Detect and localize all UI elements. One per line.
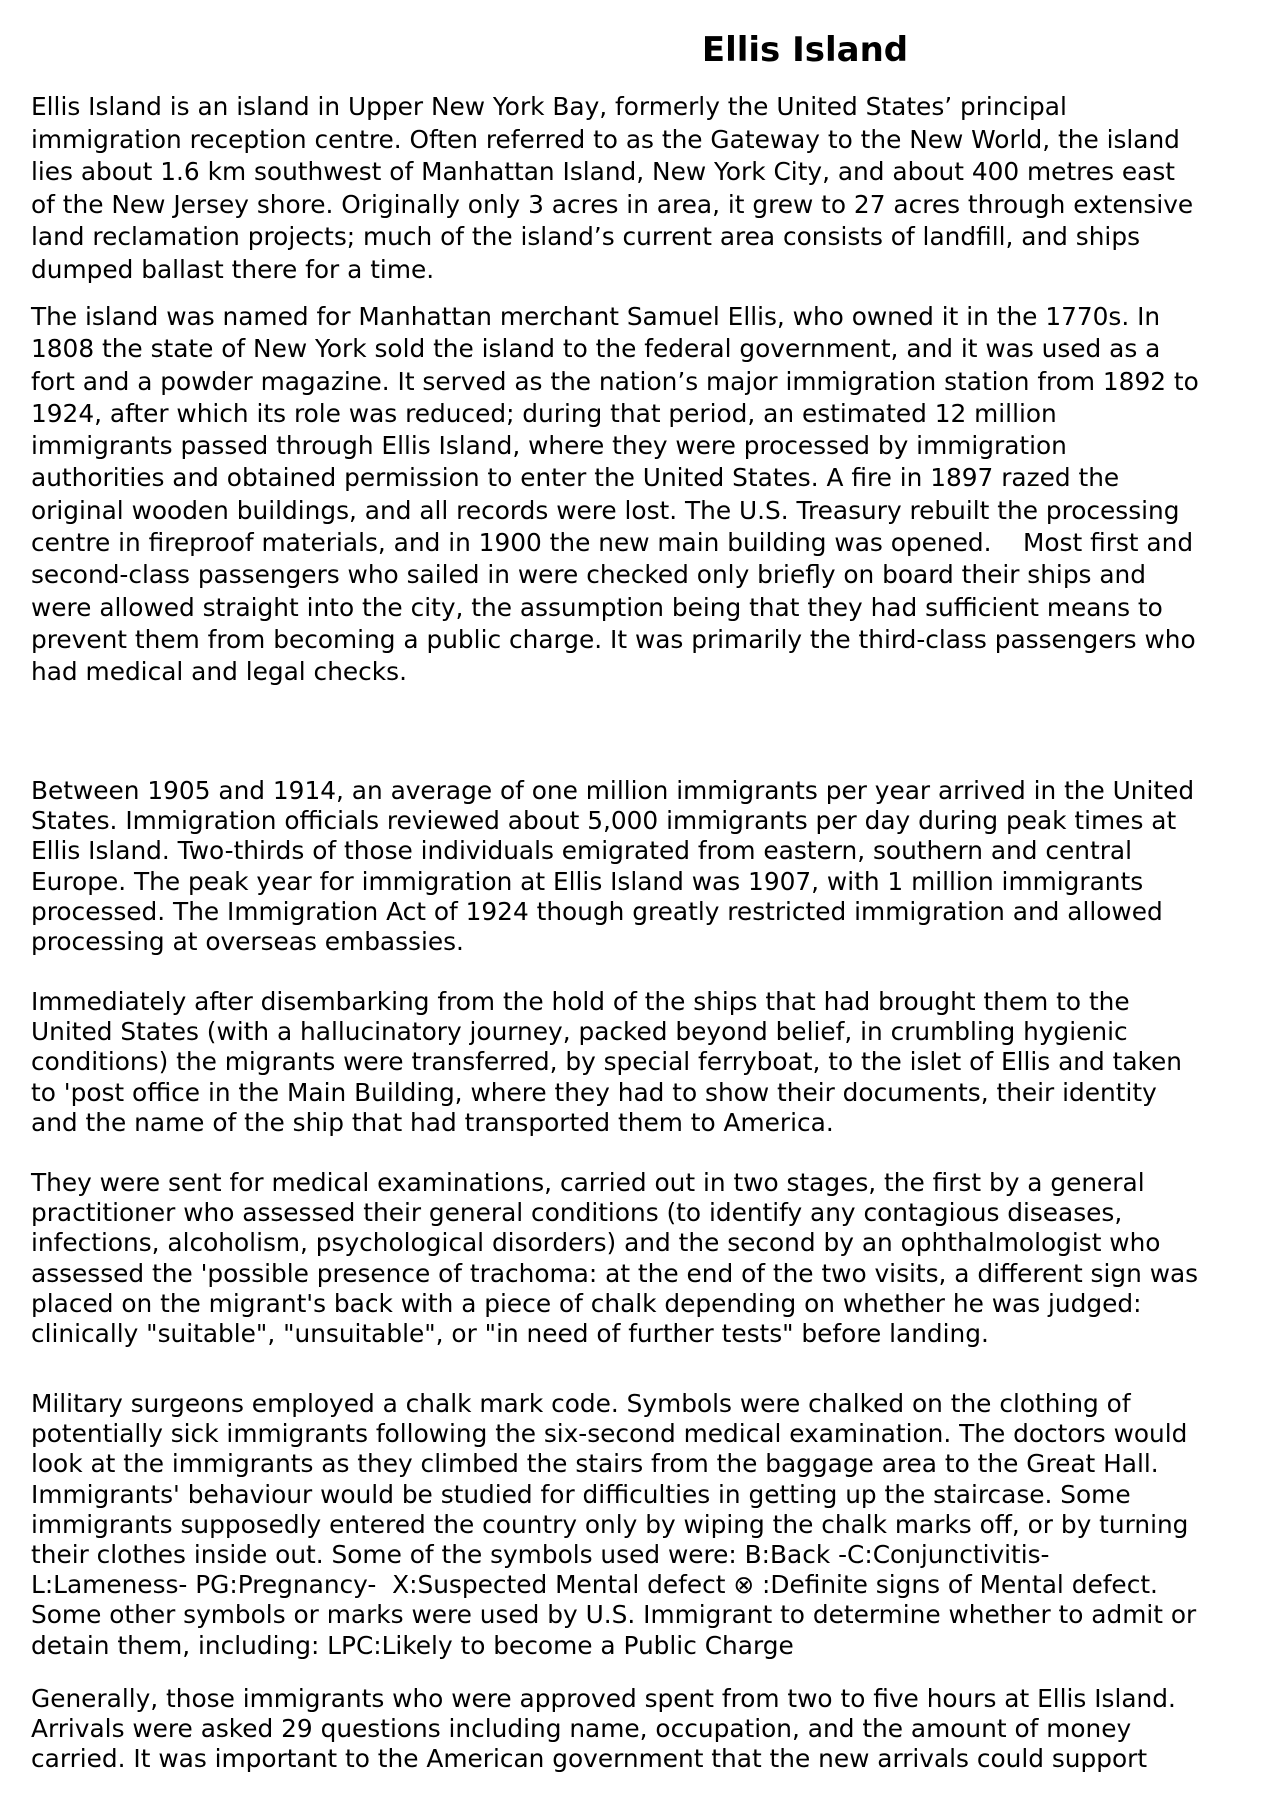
text-line: detain them, including: LPC:Likely to become a Public Charge <box>31 1630 794 1660</box>
text-line: They were sent for medical examinations, carried out in two stages, the first by a general <box>31 1168 1145 1197</box>
text-line: Military surgeons employed a chalk mark code. Symbols were chalked on the clothing of <box>31 1389 1131 1418</box>
paragraph-history <box>31 301 1271 689</box>
text-line: centre in fireproof materials, and in 1900 the new main building was opened. Most first and <box>31 528 1194 558</box>
text-line: look at the immigrants as they climbed the stairs from the baggage area to the Great Hall. <box>31 1449 1159 1479</box>
text-line: infections, alcoholism, psychological disorders) and the second by an ophthalmologist who <box>31 1228 1161 1258</box>
text-line: Ellis Island is an island in Upper New York Bay, formerly the United States’ principal <box>31 92 1067 121</box>
text-line: 1924, after which its role was reduced; during that period, an estimated 12 million <box>31 398 1057 428</box>
text-line: Europe. The peak year for immigration at Ellis Island was 1907, with 1 million immigrants <box>31 866 1144 896</box>
text-line: fort and a powder magazine. It served as the nation’s major immigration station from 1892 to <box>31 366 1199 396</box>
text-line: immigrants passed through Ellis Island, where they were processed by immigration <box>31 431 1067 461</box>
text-line: Immigrants' behaviour would be studied for difficulties in getting up the staircase. Some <box>31 1479 1131 1509</box>
text-line: placed on the migrant's back with a piece of chalk depending on whether he was judged: <box>31 1288 1142 1318</box>
text-line: carried. It was important to the American government that the new arrivals could support <box>31 1744 1148 1774</box>
text-line: United States (with a hallucinatory journey, packed beyond belief, in crumbling hygienic <box>31 1017 1128 1047</box>
text-line: The island was named for Manhattan merchant Samuel Ellis, who owned it in the 1770s. In <box>31 302 1161 331</box>
document-title: Ellis Island <box>701 30 909 70</box>
text-line: States. Immigration officials reviewed about 5,000 immigrants per day during peak times at <box>31 806 1177 836</box>
text-line: to 'post office in the Main Building, where they had to show their documents, their identity <box>31 1077 1157 1107</box>
text-line: authorities and obtained permission to enter the United States. A fire in 1897 razed the <box>31 463 1120 493</box>
paragraph-processing-time <box>31 1684 1271 1775</box>
text-line: processing at overseas embassies. <box>31 927 464 957</box>
text-line: assessed the 'possible presence of trachoma: at the end of the two visits, a different sign was <box>31 1258 1199 1288</box>
paragraph-medical-exams <box>31 1168 1271 1349</box>
text-line: of the New Jersey shore. Originally only 3 acres in area, it grew to 27 acres through extensive <box>31 189 1194 219</box>
text-line: and the name of the ship that had transported them to America. <box>31 1107 834 1137</box>
paragraph-arrival <box>31 987 1271 1138</box>
paragraph-overview <box>31 91 1271 286</box>
text-line: clinically "suitable", "unsuitable", or "in need of further tests" before landing. <box>31 1319 989 1349</box>
text-line: conditions) the migrants were transferred, by special ferryboat, to the islet of Ellis and taken <box>31 1047 1182 1077</box>
text-line: land reclamation projects; much of the island’s current area consists of landfill, and ships <box>31 222 1140 251</box>
text-line: Immediately after disembarking from the hold of the ships that had brought them to the <box>31 987 1130 1016</box>
text-line: dumped ballast there for a time. <box>31 254 435 284</box>
text-line: practitioner who assessed their general conditions (to identify any contagious diseases, <box>31 1198 1123 1228</box>
text-line: Arrivals were asked 29 questions including name, occupation, and the amount of money <box>31 1714 1132 1744</box>
text-line: prevent them from becoming a public charge. It was primarily the third-class passengers who <box>31 624 1196 654</box>
paragraph-chalk-code <box>31 1389 1271 1661</box>
text-line: had medical and legal checks. <box>31 657 407 687</box>
text-line: original wooden buildings, and all records were lost. The U.S. Treasury rebuilt the processing <box>31 495 1180 525</box>
text-line: Between 1905 and 1914, an average of one million immigrants per year arrived in the United <box>31 776 1195 805</box>
text-line: their clothes inside out. Some of the symbols used were: B:Back -C:Conjunctivitis- <box>31 1540 1050 1570</box>
paragraph-statistics <box>31 776 1271 957</box>
text-line: Generally, those immigrants who were approved spent from two to five hours at Ellis Island. <box>31 1684 1176 1713</box>
text-line: potentially sick immigrants following the six-second medical examination. The doctors would <box>31 1419 1188 1449</box>
text-line: processed. The Immigration Act of 1924 though greatly restricted immigration and allowed <box>31 896 1163 926</box>
text-line: Some other symbols or marks were used by U.S. Immigrant to determine whether to admit or <box>31 1600 1197 1630</box>
text-line: immigration reception centre. Often referred to as the Gateway to the New World, the island <box>31 124 1180 154</box>
text-line: lies about 1.6 km southwest of Manhattan Island, New York City, and about 400 metres east <box>31 157 1175 186</box>
text-line: Ellis Island. Two-thirds of those individuals emigrated from eastern, southern and central <box>31 836 1133 866</box>
text-line: 1808 the state of New York sold the island to the federal government, and it was used as a <box>31 334 1161 364</box>
text-line: were allowed straight into the city, the assumption being that they had sufficient means to <box>31 592 1163 622</box>
text-line: immigrants supposedly entered the country only by wiping the chalk marks off, or by turning <box>31 1509 1189 1539</box>
text-line: L:Lameness- PG:Pregnancy- X:Suspected Mental defect ⊗ :Definite signs of Mental defect. <box>31 1570 1158 1600</box>
text-line: second-class passengers who sailed in were checked only briefly on board their ships and <box>31 560 1147 590</box>
